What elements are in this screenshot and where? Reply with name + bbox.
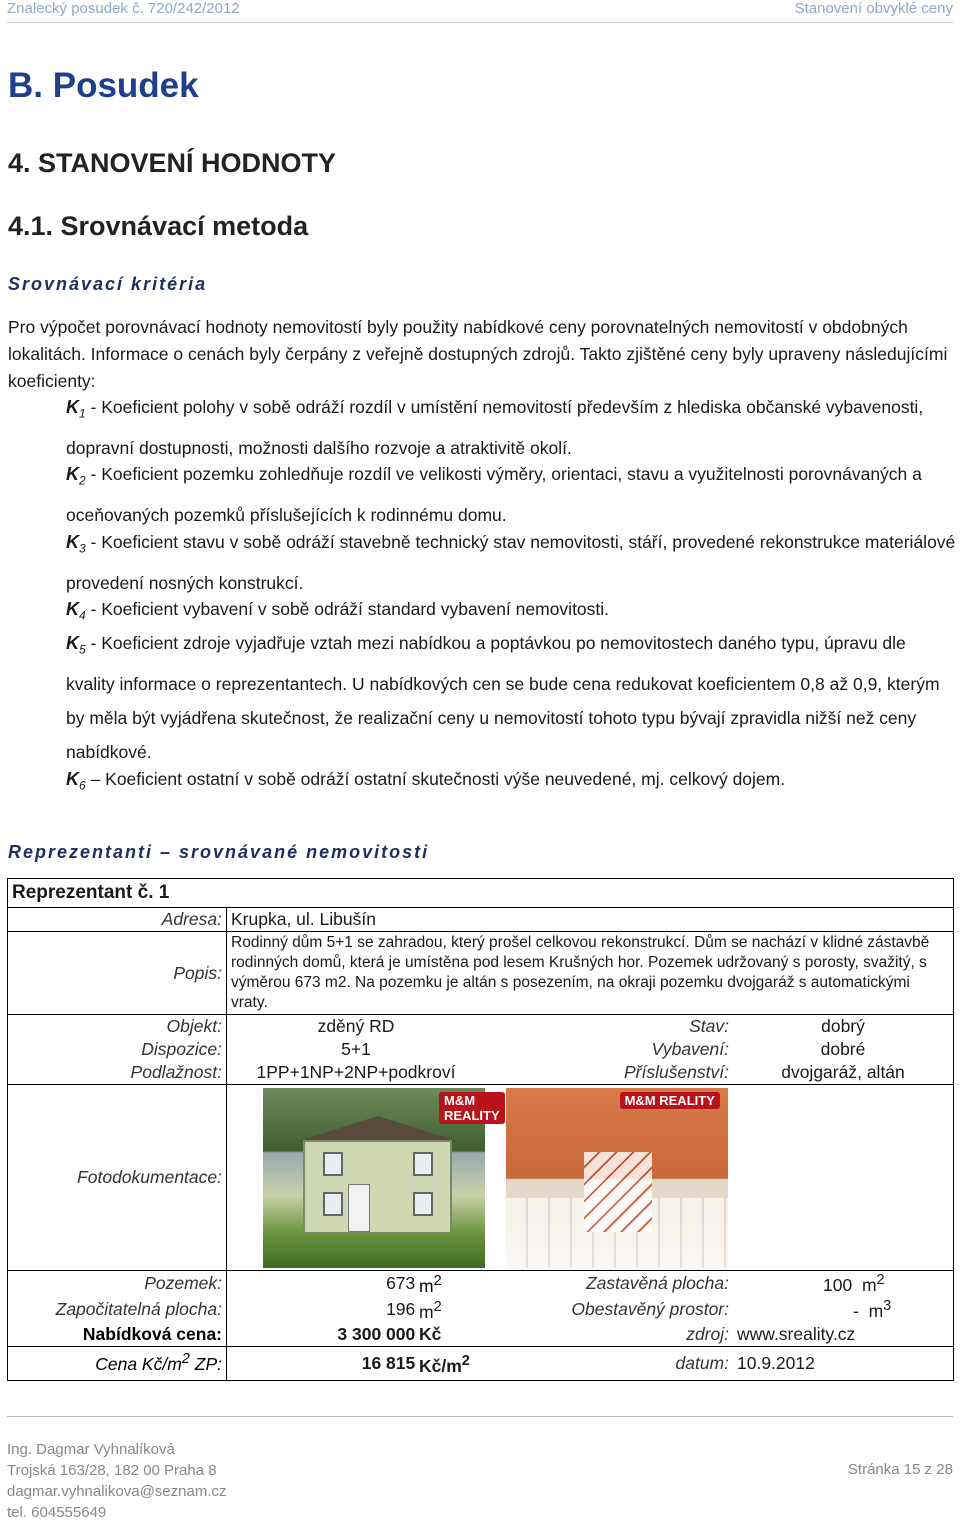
object-label: Objekt:: [166, 1016, 222, 1036]
object-value: zděný RD: [227, 1015, 486, 1039]
page-header: [7, 0, 953, 23]
land-label: Pozemek:: [144, 1273, 222, 1294]
accessories-value: dvojgaráž, altán: [781, 1062, 905, 1082]
intro-paragraph: Pro výpočet porovnávací hodnoty nemovitostí byly použity nabídkové ceny porovnatelných nemovitostí v obdobných lokalitách. Informace o cenách byly čerpány z veřejně dostupných zdrojů. Takto zjištěné ceny byly upraveny následujícími koeficienty:: [8, 317, 948, 391]
floors-value: 1PP+1NP+2NP+podkroví: [227, 1061, 486, 1085]
description-value: Rodinný dům 5+1 se zahradou, který prošel celkovou rekonstrukcí. Dům se nachází v klidné zástavbě rodinných domů, která je umístěna pod lesem Krušných hor. Pozemek udržovaný s porosty, svažitý, s výměrou 673 m2. Na pozemku je altán s posezením, na okraji pozemku dvojgaráž s automatickými vraty.: [227, 932, 954, 1015]
built-volume-label: Obestavěný prostor:: [571, 1299, 729, 1320]
coefficient-k1: $K_1$ - Koeficient polohy v sobě odráží rozdíl v umístění nemovitostí především z hlediska občanské vybavenosti, dopravní dostupnosti, možnosti dalšího rozvoje a atraktivitě okolí.: [66, 397, 924, 458]
offer-price-label: Nabídková cena:: [82, 1323, 222, 1344]
footer-phone: tel. 604555649: [7, 1504, 107, 1521]
price-per-m2-label: Cena $Kč/m^2$ ZP:: [95, 1351, 222, 1375]
date-value: 10.9.2012: [737, 1352, 815, 1373]
footer-name: Ing. Dagmar Vyhnalíková: [7, 1441, 175, 1458]
countable-area-value: 196 $m^2$: [227, 1297, 486, 1323]
condition-value: dobrý: [821, 1016, 865, 1036]
address-label: Adresa:: [161, 909, 222, 929]
header-document-id: Znalecký posudek č. 720/242/2012: [7, 0, 240, 17]
coefficient-k2: $K_2$ - Koeficient pozemku zohledňuje rozdíl ve velikosti výměry, orientaci, stavu a využitelnosti porovnávaných a oceňovaných pozemků příslušejících k rodinnému domu.: [66, 464, 922, 525]
header-section: Stanovení obvyklé ceny: [794, 0, 953, 17]
footer-contact: [7, 1439, 227, 1523]
reality-logo: M&M REALITY: [620, 1092, 720, 1109]
source-value: www.sreality.cz: [737, 1323, 856, 1344]
offer-price-value: 3 300 000 Kč: [227, 1323, 486, 1347]
built-area-label: Zastavěná plocha:: [585, 1273, 729, 1294]
footer-email: dagmar.vyhnalikova@seznam.cz: [7, 1483, 227, 1500]
accessories-label: Příslušenství:: [623, 1062, 729, 1082]
section-kriteria: Srovnávací kritéria: [8, 274, 208, 294]
description-label: Popis:: [173, 962, 222, 983]
representative-table: [7, 878, 954, 1381]
heading-stanoveni-hodnoty: 4. STANOVENÍ HODNOTY: [8, 148, 337, 178]
condition-label: Stav:: [689, 1016, 729, 1036]
built-volume-value: - $m^3$: [853, 1297, 892, 1321]
representative-title: Reprezentant č. 1: [8, 879, 954, 908]
layout-value: 5+1: [227, 1038, 486, 1061]
layout-label: Dispozice:: [141, 1039, 222, 1059]
coefficient-k3: $K_3$ - Koeficient stavu v sobě odráží stavebně technický stav nemovitosti, stáří, provedené rekonstrukce materiálové provedení nosných konstrukcí.: [66, 532, 956, 593]
equipment-value: dobré: [820, 1039, 866, 1059]
heading-posudek: B. Posudek: [8, 66, 199, 105]
heading-srovnavaci-metoda: 4.1. Srovnávací metoda: [8, 211, 309, 241]
house-exterior-photo: [263, 1088, 500, 1268]
house-interior-photo: [506, 1088, 728, 1268]
address-value: Krupka, ul. Libušín: [227, 908, 954, 932]
source-label: zdroj:: [686, 1323, 729, 1344]
footer-page-number: Stránka 15 z 28: [847, 1461, 953, 1478]
footer-address: Trojská 163/28, 182 00 Praha 8: [7, 1462, 217, 1479]
coefficient-k5: $K_5$ - Koeficient zdroje vyjadřuje vztah mezi nabídkou a poptávkou po nemovitostech daného typu, úpravu dle kvality informace o reprezentantech. U nabídkových cen se bude cena redukovat koeficientem 0,8 až 0,9, kterým by měla být vyjádřena skutečnost, že realizační ceny u nemovitostí tohoto typu bývají zpravidla nižší než ceny nabídkové.: [66, 633, 940, 762]
coefficient-k4: $K_4$ - Koeficient vybavení v sobě odráží standard vybavení nemovitosti.: [66, 599, 610, 623]
built-area-value: 100 $m^2$: [823, 1272, 885, 1295]
coefficient-k6: $K_6$ – Koeficient ostatní v sobě odráží ostatní skutečnosti výše neuvedené, mj. celkový dojem.: [66, 769, 786, 793]
page-footer: [7, 1416, 953, 1521]
land-value: 673 $m^2$: [227, 1271, 486, 1297]
date-label: datum:: [675, 1352, 729, 1373]
reality-logo: M&M REALITY: [439, 1092, 505, 1124]
section-reprezentanti: Reprezentanti – srovnávané nemovitosti: [8, 842, 430, 862]
countable-area-label: Započitatelná plocha:: [55, 1299, 222, 1320]
equipment-label: Vybavení:: [651, 1039, 729, 1059]
price-per-m2-value: 16 815 $Kč/m^2$: [227, 1346, 486, 1380]
photo-label: Fotodokumentace:: [77, 1167, 222, 1187]
floors-label: Podlažnost:: [130, 1062, 222, 1082]
